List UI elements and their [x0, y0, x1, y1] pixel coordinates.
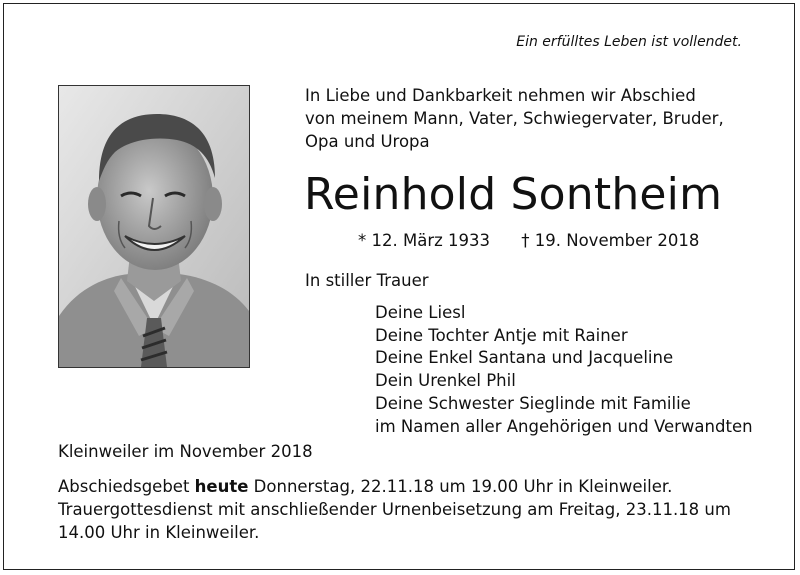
motto: Ein erfülltes Leben ist vollendet.	[516, 34, 742, 50]
mourners-list	[375, 302, 753, 438]
birth-date: * 12. März 1933	[358, 231, 491, 250]
mourner-entry: Deine Schwester Sieglinde mit Familie	[375, 393, 691, 413]
prayer-today: heute	[194, 477, 249, 496]
intro-line: von meinem Mann, Vater, Schwiegervater, Bruder,	[305, 109, 724, 128]
mourner-entry: Deine Enkel Santana und Jacqueline	[375, 348, 674, 368]
intro-line: Opa und Uropa	[305, 132, 430, 151]
mourner-entry: Dein Urenkel Phil	[375, 371, 516, 391]
death-date: † 19. November 2018	[521, 231, 700, 250]
mourner-entry: Deine Liesl	[375, 303, 466, 322]
place-and-date: Kleinweiler im November 2018	[58, 442, 313, 461]
service-line-prayer	[58, 476, 748, 499]
deceased-name: Reinhold Sontheim	[304, 169, 723, 220]
service-line-time: 14.00 Uhr in Kleinweiler.	[58, 522, 260, 542]
prayer-suffix: Donnerstag, 22.11.18 um 19.00 Uhr in Kleinweiler.	[248, 477, 673, 496]
life-dates	[358, 231, 699, 250]
portrait-photo	[58, 85, 250, 368]
mourner-entry: Deine Tochter Antje mit Rainer	[375, 325, 628, 345]
mourning-heading: In stiller Trauer	[305, 271, 429, 290]
mourner-entry: im Namen aller Angehörigen und Verwandten	[375, 416, 753, 436]
service-details	[58, 476, 748, 544]
farewell-intro	[305, 84, 745, 153]
portrait-illustration	[59, 86, 249, 367]
intro-line: In Liebe und Dankbarkeit nehmen wir Abschied	[305, 86, 696, 105]
service-line-mass: Trauergottesdienst mit anschließender Urnenbeisetzung am Freitag, 23.11.18 um	[58, 499, 731, 519]
prayer-prefix: Abschiedsgebet	[58, 477, 195, 496]
